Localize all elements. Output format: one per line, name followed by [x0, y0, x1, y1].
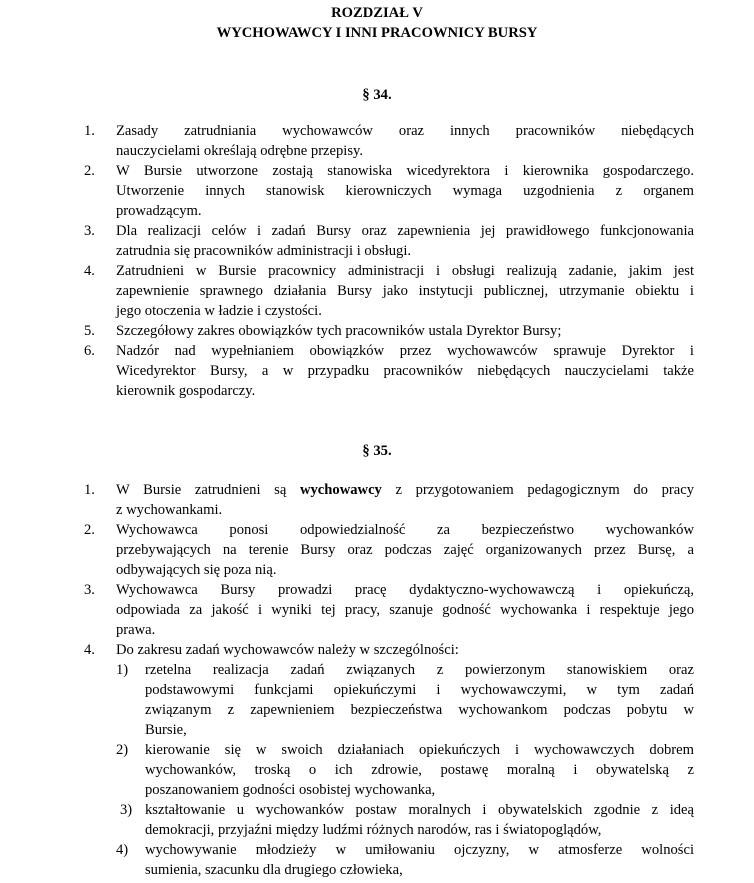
- text-line: sumienia, szacunku dla drugiego człowieka,: [145, 862, 403, 878]
- text-line: rzetelna realizacja zadań związanych z powierzonym stanowiskiem oraz: [145, 662, 694, 678]
- text-line: Zatrudnieni w Bursie pracownicy administracji i obsługi realizują zadanie, jakim jest: [116, 263, 694, 279]
- list-item-text: [116, 341, 694, 401]
- text-line: kształtowanie u wychowanków postaw moralnych i obywatelskich zgodnie z ideą: [145, 802, 694, 818]
- list-item-text: [116, 321, 694, 341]
- list-item-number: 2.: [84, 163, 95, 179]
- list-item-text: [116, 161, 694, 221]
- list-item-text: [116, 520, 694, 580]
- text-line: odpowiada za jakość i wyniki tej pracy, szanuje godność wychowanka i respektuje jego: [116, 602, 694, 618]
- section-34-heading: § 34.: [362, 87, 392, 103]
- text-line: Wicedyrektor Bursy, a w przypadku pracowników niebędących nauczycielami także: [116, 363, 694, 379]
- text-line: wychowanków, troską o ich zdrowie, postawę moralną i obywatelską z: [145, 762, 694, 778]
- text-line: wychowywanie młodzieży w umiłowaniu ojczyzny, w atmosferze wolności: [145, 842, 694, 858]
- sub-list-item-number: 4): [116, 842, 129, 858]
- list-item-number: 5.: [84, 323, 95, 339]
- list-item-number: 4.: [84, 263, 95, 279]
- list-item-text: [116, 640, 694, 660]
- list-item-text: [116, 121, 694, 161]
- text-line: podstawowymi funkcjami opiekuńczymi i wychowawczymi, w tym zadań: [145, 682, 694, 698]
- text-line: demokracji, przyjaźni między ludźmi różnych narodów, ras i światopoglądów,: [145, 822, 602, 838]
- text-line: Do zakresu zadań wychowawców należy w szczególności:: [116, 642, 459, 658]
- text-line: kierowanie się w swoich działaniach opiekuńczych i wychowawczych dobrem: [145, 742, 694, 758]
- sub-list-item-text: [145, 660, 694, 740]
- text-line: jego otoczenia w ładzie i czystości.: [116, 303, 322, 319]
- text-line: zapewnienie sprawnego działania Bursy jako instytucji publicznej, utrzymanie obiektu i: [116, 283, 694, 299]
- section-35-heading: § 35.: [362, 443, 392, 459]
- list-item-text: [116, 480, 694, 520]
- list-item-number: 2.: [84, 522, 95, 538]
- text-line: Bursie,: [145, 722, 187, 738]
- list-item-number: 6.: [84, 343, 95, 359]
- sub-list-item-number: 1): [116, 662, 129, 678]
- chapter-title: WYCHOWAWCY I INNI PRACOWNICY BURSY: [216, 25, 538, 41]
- text-line: przebywających na terenie Bursy oraz podczas zajęć organizowanych przez Bursę, a: [116, 542, 694, 558]
- list-item-text: [116, 261, 694, 321]
- sub-list-item-number: 2): [116, 742, 129, 758]
- list-item-number: 3.: [84, 223, 95, 239]
- sub-list-item-text: [145, 800, 694, 840]
- list-item-text: [116, 221, 694, 261]
- text-line: Utworzenie innych stanowisk kierowniczych wymaga uzgodnienia z organem: [116, 183, 694, 199]
- text-line: Nadzór nad wypełnianiem obowiązków przez wychowawców sprawuje Dyrektor i: [116, 343, 694, 359]
- sub-list-item-number: 3): [120, 802, 133, 818]
- text-run: z przygotowaniem pedagogicznym do pracy: [381, 482, 694, 498]
- text-line: z wychowankami.: [116, 502, 223, 518]
- text-line: W Bursie utworzone zostają stanowiska wicedyrektora i kierownika gospodarczego.: [116, 163, 694, 179]
- list-item-number: 1.: [84, 123, 95, 139]
- text-line: związanym z zapewnieniem bezpieczeństwa wychowankom podczas pobytu w: [145, 702, 694, 718]
- text-line: Wychowawca ponosi odpowiedzialność za bezpieczeństwo wychowanków: [116, 522, 694, 538]
- text-line: kierownik gospodarczy.: [116, 383, 256, 399]
- text-line: zatrudnia się pracowników administracji i obsługi.: [116, 243, 412, 259]
- list-item-number: 4.: [84, 642, 95, 658]
- sub-list-item-text: [145, 740, 694, 800]
- text-line: nauczycielami określają odrębne przepisy.: [116, 143, 364, 159]
- list-item-number: 1.: [84, 482, 95, 498]
- list-item-text: [116, 580, 694, 640]
- text-line: Wychowawca Bursy prowadzi pracę dydaktyczno-wychowawczą i opiekuńczą,: [116, 582, 694, 598]
- text-line: poszanowaniem godności osobistej wychowanka,: [145, 782, 436, 798]
- text-run: W Bursie zatrudnieni są: [116, 482, 300, 498]
- text-line: Zasady zatrudniania wychowawców oraz innych pracowników niebędących: [116, 123, 694, 139]
- text-line: prowadzącym.: [116, 203, 202, 219]
- list-item-number: 3.: [84, 582, 95, 598]
- text-line: odbywających się poza nią.: [116, 562, 277, 578]
- bold-term: wychowawcy: [299, 482, 382, 498]
- sub-list-item-text: [145, 840, 694, 880]
- text-line: prawa.: [116, 622, 156, 638]
- chapter-number: ROZDZIAŁ V: [331, 5, 423, 21]
- text-line: Dla realizacji celów i zadań Bursy oraz zapewnienia jej prawidłowego funkcjonowania: [116, 223, 694, 239]
- text-line: [116, 480, 694, 500]
- text-line: Szczegółowy zakres obowiązków tych pracowników ustala Dyrektor Bursy;: [116, 323, 562, 339]
